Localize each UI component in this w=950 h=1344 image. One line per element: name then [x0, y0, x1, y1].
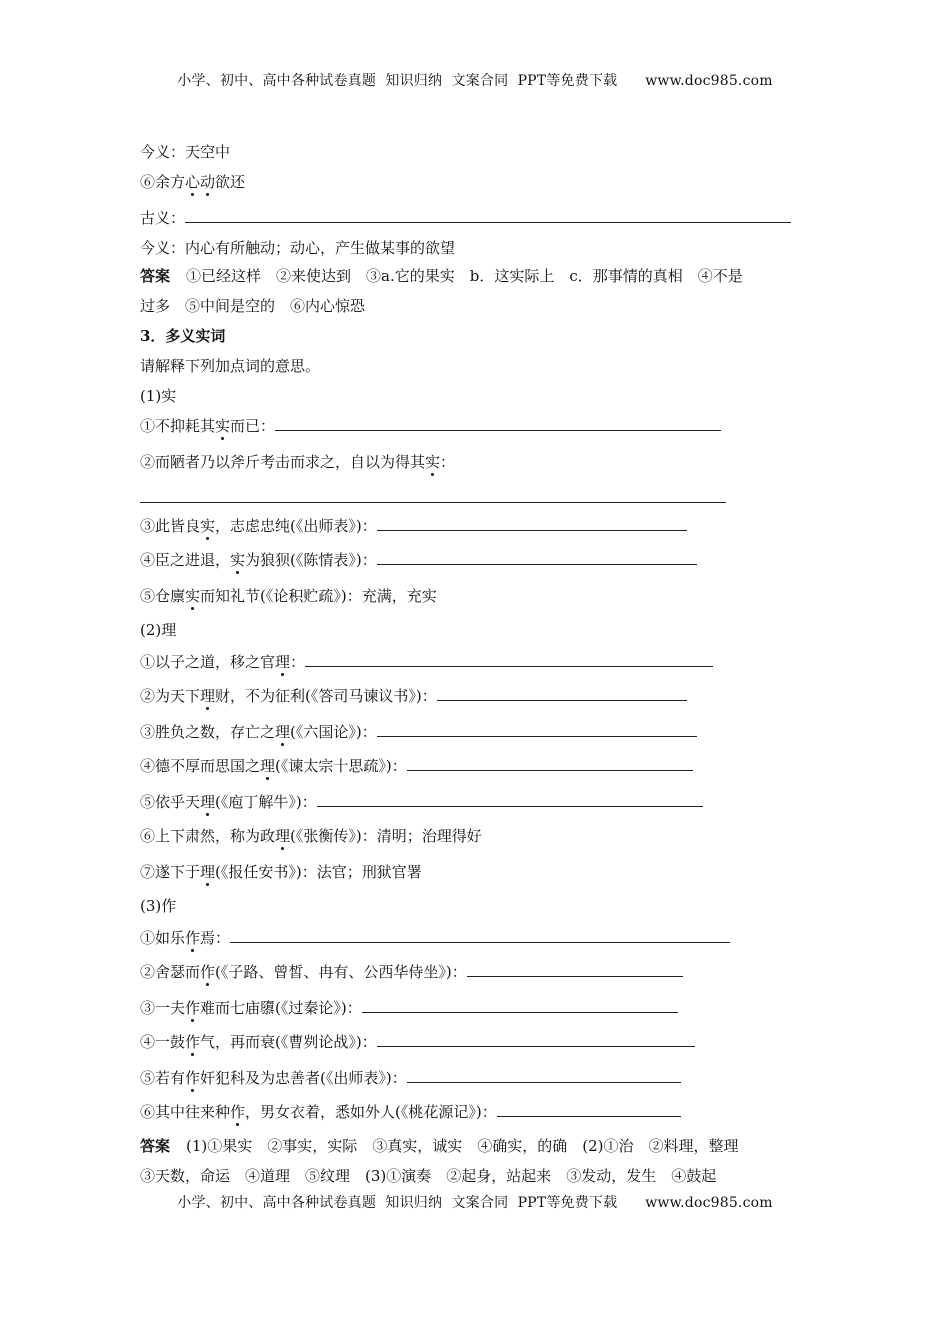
- answer-blank[interactable]: [185, 208, 791, 223]
- answer-3-line2: ③天数，命运 ④道理 ⑤纹理 (3)①演奏 ②起身，站起来 ③发动，发生 ④鼓起: [140, 1167, 717, 1185]
- answer-2-line1: 答案 ①已经这样 ②来使达到 ③a.它的果实 b．这实际上 c．那事情的真相 ④不是: [140, 267, 743, 285]
- answer-blank[interactable]: [275, 416, 721, 431]
- answer-blank[interactable]: [467, 962, 683, 977]
- heading-zuo: (3)作: [140, 897, 177, 915]
- item-6: ⑥余方心动欲还: [140, 173, 246, 191]
- answer-blank[interactable]: [305, 652, 713, 667]
- shi-item-2: ②而陋者乃以斧斤考击而求之，自以为得其实：: [140, 453, 456, 471]
- jinyi-6: 今义：内心有所触动；动心，产生做某事的欲望: [140, 239, 456, 257]
- answer-label: 答案: [140, 267, 171, 285]
- answer-3-line1: 答案 (1)①果实 ②事实，实际 ③真实，诚实 ④确实，的确 (2)①治 ②料理，整理: [140, 1137, 739, 1155]
- guyi-6: 古义：: [140, 208, 791, 228]
- li-item-6: ⑥上下肃然，称为政理(《张衡传》)：清明；治理得好: [140, 827, 482, 845]
- section-title: 3．多义实词: [140, 327, 226, 345]
- answer-blank[interactable]: [377, 722, 697, 737]
- li-item-1: ①以子之道，移之官理：: [140, 652, 713, 672]
- shi-item-3: ③此皆良实，志虑忠纯(《出师表》)：: [140, 516, 687, 536]
- zuo-item-4: ④一鼓作气，再而衰(《曹刿论战》)：: [140, 1032, 695, 1052]
- zuo-item-6: ⑥其中往来种作，男女衣着，悉如外人(《桃花源记》)：: [140, 1102, 681, 1122]
- li-item-7: ⑦遂下于理(《报任安书》)：法官；刑狱官署: [140, 863, 422, 881]
- li-item-3: ③胜负之数，存亡之理(《六国论》)：: [140, 722, 697, 742]
- jinyi-5: 今义：天空中: [140, 143, 231, 161]
- page-footer: 小学、初中、高中各种试卷真题 知识归纳 文案合同 PPT等免费下载 www.doc985.com: [177, 1195, 773, 1211]
- answer-blank[interactable]: [362, 998, 678, 1013]
- answer-blank[interactable]: [377, 1032, 695, 1047]
- answer-blank[interactable]: [377, 550, 697, 565]
- answer-2-line2: 过多 ⑤中间是空的 ⑥内心惊恐: [140, 297, 366, 315]
- answer-blank[interactable]: [140, 488, 726, 503]
- answer-blank[interactable]: [377, 516, 687, 531]
- shi-item-4: ④臣之进退，实为狼狈(《陈情表》)：: [140, 550, 697, 570]
- zuo-item-3: ③一夫作难而七庙隳(《过秦论》)：: [140, 998, 678, 1018]
- answer-blank[interactable]: [407, 756, 693, 771]
- shi-item-5: ⑤仓廪实而知礼节(《论积贮疏》)：充满，充实: [140, 587, 437, 605]
- li-item-4: ④德不厚而思国之理(《谏太宗十思疏》)：: [140, 756, 693, 776]
- answer-blank[interactable]: [407, 1068, 681, 1083]
- zuo-item-5: ⑤若有作奸犯科及为忠善者(《出师表》)：: [140, 1068, 681, 1088]
- answer-blank[interactable]: [317, 792, 703, 807]
- heading-shi: (1)实: [140, 387, 177, 405]
- page-header: 小学、初中、高中各种试卷真题 知识归纳 文案合同 PPT等免费下载 www.doc985.com: [177, 73, 773, 89]
- answer-blank[interactable]: [437, 686, 687, 701]
- answer-label: 答案: [140, 1137, 171, 1155]
- answer-blank[interactable]: [230, 928, 730, 943]
- li-item-2: ②为天下理财，不为征利(《答司马谏议书》)：: [140, 686, 687, 706]
- zuo-item-2: ②舍瑟而作(《子路、曾皙、冉有、公西华侍坐》)：: [140, 962, 683, 982]
- shi-item-2-blank: [140, 488, 726, 508]
- instruction: 请解释下列加点词的意思。: [140, 357, 321, 375]
- zuo-item-1: ①如乐作焉：: [140, 928, 730, 948]
- shi-item-1: ①不抑耗其实而已：: [140, 416, 721, 436]
- li-item-5: ⑤依乎天理(《庖丁解牛》)：: [140, 792, 703, 812]
- heading-li: (2)理: [140, 621, 177, 639]
- answer-blank[interactable]: [497, 1102, 681, 1117]
